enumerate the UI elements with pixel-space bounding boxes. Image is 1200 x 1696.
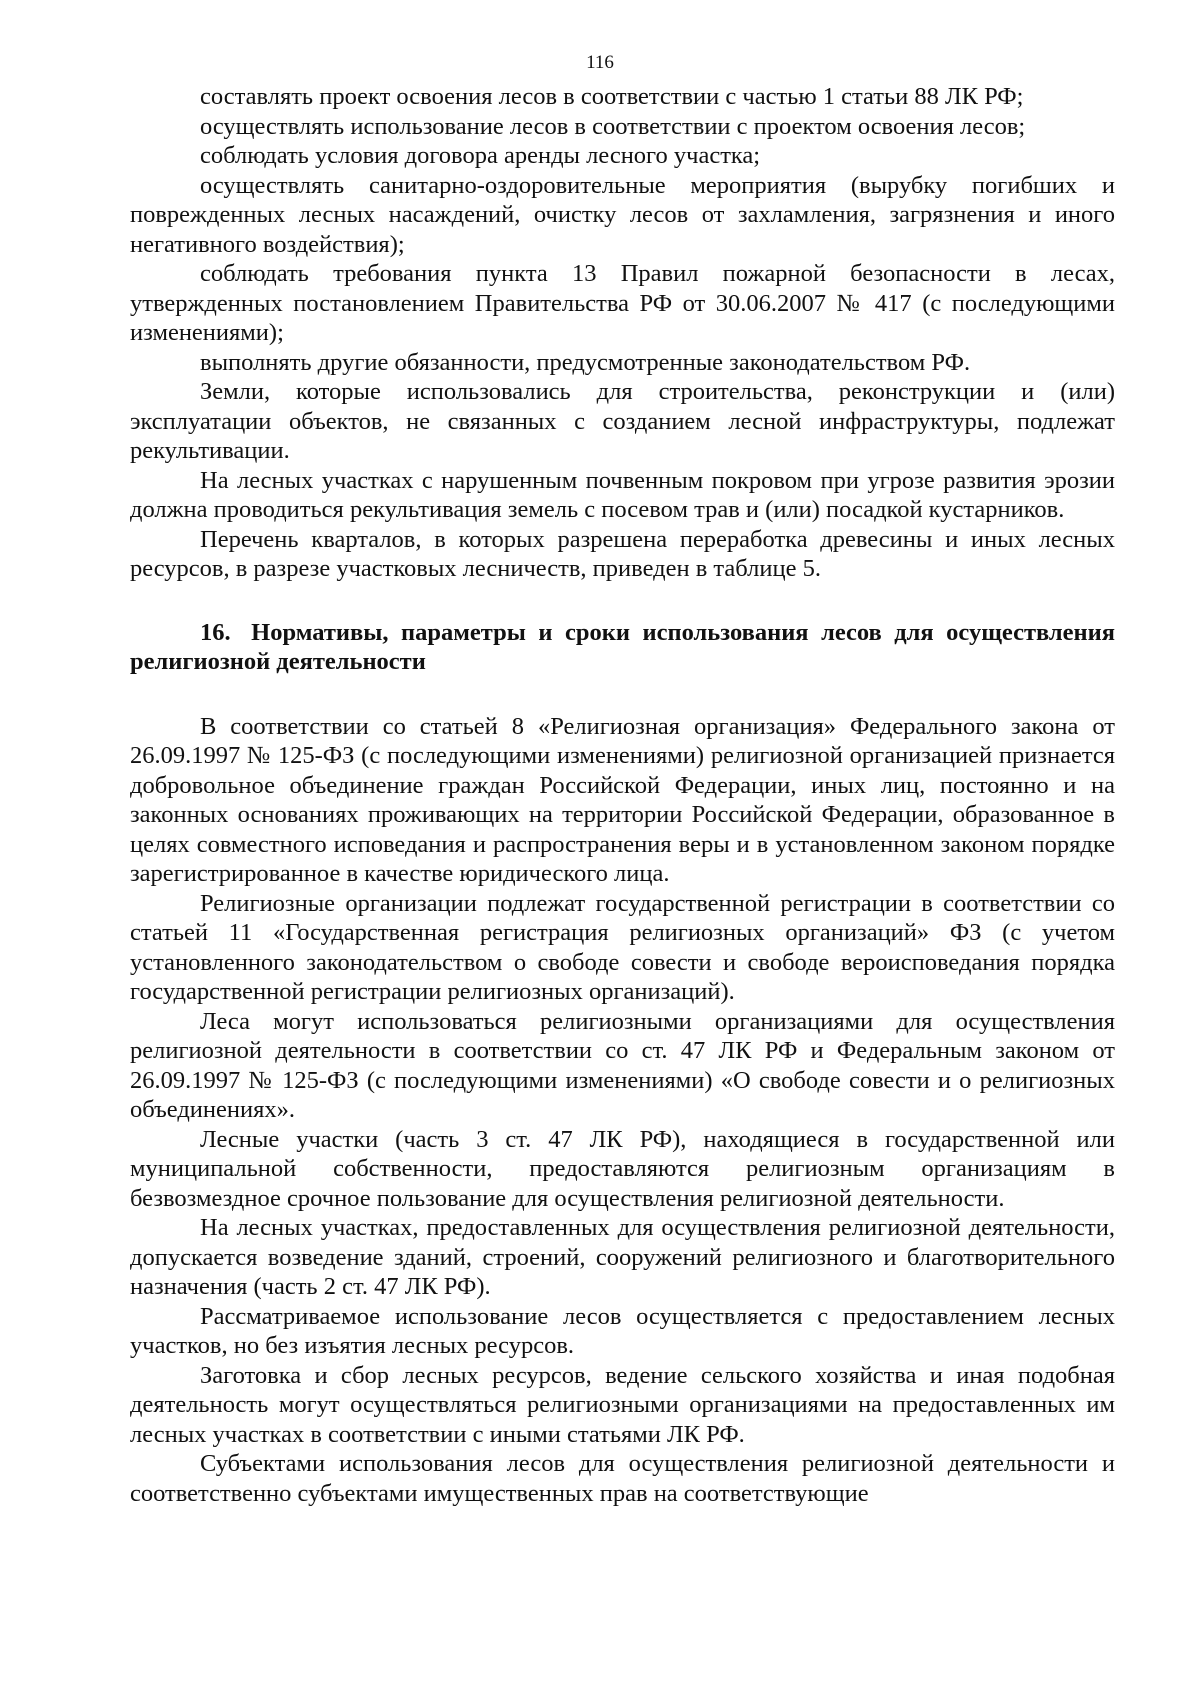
- paragraph: Заготовка и сбор лесных ресурсов, ведение сельского хозяйства и иная подобная деятельность могут осуществляться религиозными организациями на предоставленных им лесных участках в соответствии с иными статьями ЛК РФ.: [130, 1361, 1115, 1448]
- paragraph: Леса могут использоваться религиозными организациями для осуществления религиозной деятельности в соответствии со ст. 47 ЛК РФ и Федеральным законом от 26.09.1997 № 125-ФЗ (с последующими изменениями) «О свободе совести и о религиозных объединениях».: [130, 1007, 1115, 1123]
- paragraph: На лесных участках с нарушенным почвенным покровом при угрозе развития эрозии должна проводиться рекультивация земель с посевом трав и (или) посадкой кустарников.: [130, 466, 1115, 523]
- document-body: [130, 82, 1115, 1508]
- paragraph: Религиозные организации подлежат государственной регистрации в соответствии со статьей 11 «Государственная регистрация религиозных организаций» ФЗ (с учетом установленного законодательством о свободе совести и свободе вероисповедания порядка государственной регистрации религиозных организаций).: [130, 889, 1115, 1005]
- paragraph: выполнять другие обязанности, предусмотренные законодательством РФ.: [200, 348, 971, 376]
- section-heading: [130, 618, 1115, 677]
- paragraph: соблюдать условия договора аренды лесного участка;: [200, 142, 761, 169]
- paragraph: осуществлять использование лесов в соответствии с проектом освоения лесов;: [200, 112, 1026, 140]
- paragraph: соблюдать требования пункта 13 Правил пожарной безопасности в лесах, утвержденных постановлением Правительства РФ от 30.06.2007 № 417 (с последующими изменениями);: [130, 260, 1115, 346]
- paragraph: Рассматриваемое использование лесов осуществляется с предоставлением лесных участков, но без изъятия лесных ресурсов.: [130, 1302, 1115, 1359]
- paragraph: составлять проект освоения лесов в соответствии с частью 1 статьи 88 ЛК РФ;: [200, 83, 1024, 110]
- paragraph: Субъектами использования лесов для осуществления религиозной деятельности и соответственно субъектами имущественных прав на соответствующие: [130, 1450, 1115, 1507]
- page-number: 116: [586, 52, 614, 73]
- section-title: Нормативы, параметры и сроки использования лесов для осуществления религиозной деятельности: [130, 618, 1115, 675]
- paragraph: осуществлять санитарно-оздоровительные мероприятия (вырубку погибших и поврежденных лесных насаждений, очистку лесов от захламления, загрязнения и иного негативного воздействия);: [130, 171, 1115, 258]
- paragraph: Перечень кварталов, в которых разрешена переработка древесины и иных лесных ресурсов, в разрезе участковых лесничеств, приведен в таблице 5.: [130, 525, 1115, 582]
- paragraph: В соответствии со статьей 8 «Религиозная организация» Федерального закона от 26.09.1997 № 125-ФЗ (с последующими изменениями) религиозной организацией признается добровольное объединение граждан Российской Федерации, иных лиц, постоянно и на законных основаниях проживающих на территории Российской Федерации, образованное в целях совместного исповедания и распространения веры и в установленном законом порядке зарегистрированное в качестве юридического лица.: [130, 712, 1115, 887]
- paragraph: Земли, которые использовались для строительства, реконструкции и (или) эксплуатации объектов, не связанных с созданием лесной инфраструктуры, подлежат рекультивации.: [130, 378, 1115, 464]
- section-number: 16.: [200, 618, 231, 646]
- paragraph: На лесных участках, предоставленных для осуществления религиозной деятельности, допускается возведение зданий, строений, сооружений религиозного и благотворительного назначения (часть 2 ст. 47 ЛК РФ).: [130, 1214, 1115, 1300]
- paragraph: Лесные участки (часть 3 ст. 47 ЛК РФ), находящиеся в государственной или муниципальной собственности, предоставляются религиозным организациям в безвозмездное срочное пользование для осуществления религиозной деятельности.: [130, 1125, 1115, 1212]
